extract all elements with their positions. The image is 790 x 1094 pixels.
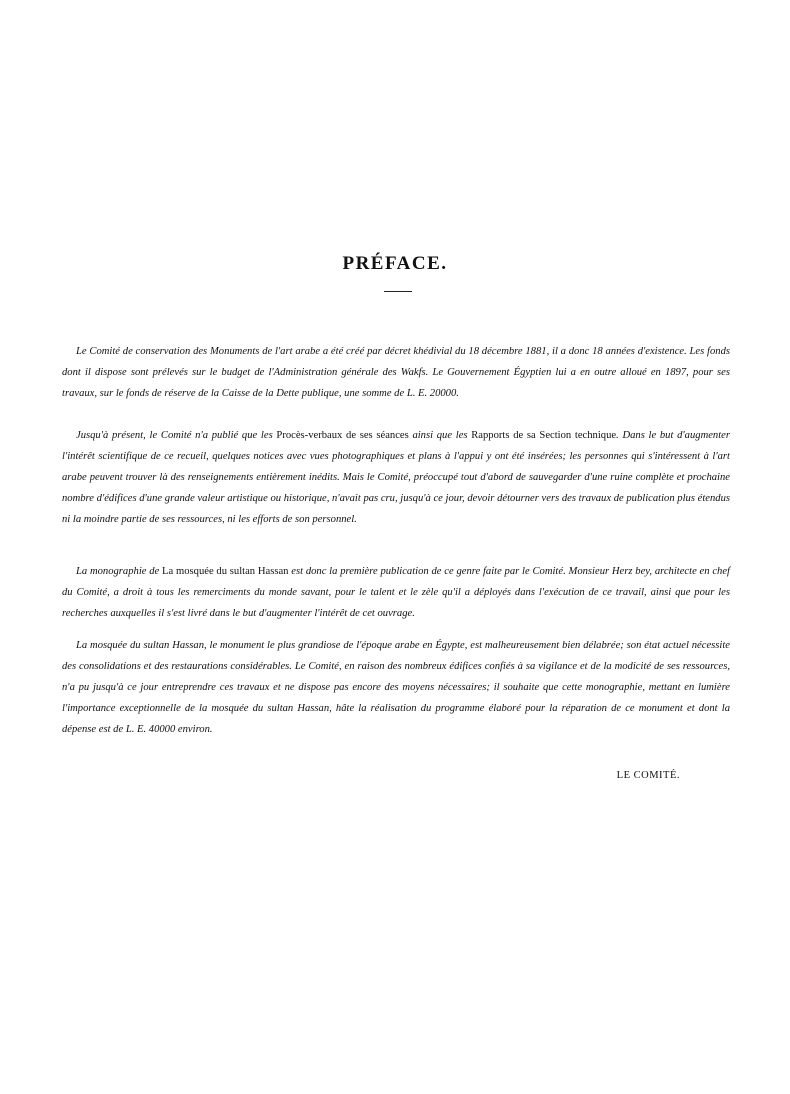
preface-body-2: [62, 425, 730, 530]
paragraph-2-title-rapports: Rapports de sa Section technique: [471, 430, 617, 441]
paragraph-2-title-proces-verbaux: Procès-verbaux de ses séances: [276, 430, 409, 441]
paragraph-3-tail: est donc la première publication de ce genre faite par le Comité. Monsieur Herz bey, architecte en chef du Comité, a droit à tous les remerciments du monde savant, pour le talent et le zèle qu'il a déployés dans l'exécution de ce travail, ainsi que pour les recherches auxquelles il s'est livré dans le but d'augmenter l'intérêt de cet ouvrage.: [62, 566, 730, 619]
paragraph-3-lead: La monographie de: [76, 566, 163, 577]
paragraph-1: Le Comité de conservation des Monuments de l'art arabe a été créé par décret khédivial du 18 décembre 1881, il a donc 18 années d'existence. Les fonds dont il dispose sont prélevés sur le budget de l'Administration générale des Wakfs. Le Gouvernement Égyptien lui a en outre alloué en 1897, pour ses travaux, sur le fonds de réserve de la Caisse de la Dette publique, une somme de L. E. 20000.: [62, 346, 730, 399]
title-rule: [384, 291, 412, 292]
paragraph-3: [62, 561, 730, 624]
paragraph-3-title-mosquee: La mosquée du sultan Hassan: [162, 566, 289, 577]
paragraph-2: [62, 425, 730, 530]
signature: LE COMITÉ.: [616, 770, 680, 781]
preface-body: [62, 341, 730, 404]
paragraph-2-mid: ainsi que les: [408, 430, 472, 441]
paragraph-2-lead: Jusqu'à présent, le Comité n'a publié que les: [76, 430, 277, 441]
paragraph-4: La mosquée du sultan Hassan, le monument le plus grandiose de l'époque arabe en Égypte, est malheureusement bien délabrée; son état actuel nécessite des consolidations et des restaurations considérables. Le Comité, en raison des nombreux édifices confiés à sa vigilance et de la modicité de ses ressources, n'a pu jusqu'à ce jour entreprendre ces travaux et ne dispose pas encore des moyens nécessaires; il souhaite que cette monographie, mettant en lumière l'importance exceptionnelle de la mosquée du sultan Hassan, hâte la réalisation du programme élaboré pour la réparation de ce monument et dont la dépense est de L. E. 40000 environ.: [62, 640, 730, 735]
preface-body-4: [62, 635, 730, 740]
preface-body-3: [62, 561, 730, 624]
page-title: PRÉFACE.: [342, 252, 448, 274]
paragraph-2-tail: . Dans le but d'augmenter l'intérêt scientifique de ce recueil, quelques notices avec vues photographiques et plans à l'appui y ont été insérées; les personnes qui s'intéressent à l'art arabe peuvent trouver là des renseignements entièrement inédits. Mais le Comité, préoccupé tout d'abord de sauvegarder d'une ruine complète et prochaine nombre d'édifices d'une grande valeur artistique ou historique, n'avait pas cru, jusqu'à ce jour, devoir détourner vers des travaux de publication plus étendus ni la moindre partie de ses ressources, ni les efforts de son personnel.: [62, 430, 730, 525]
